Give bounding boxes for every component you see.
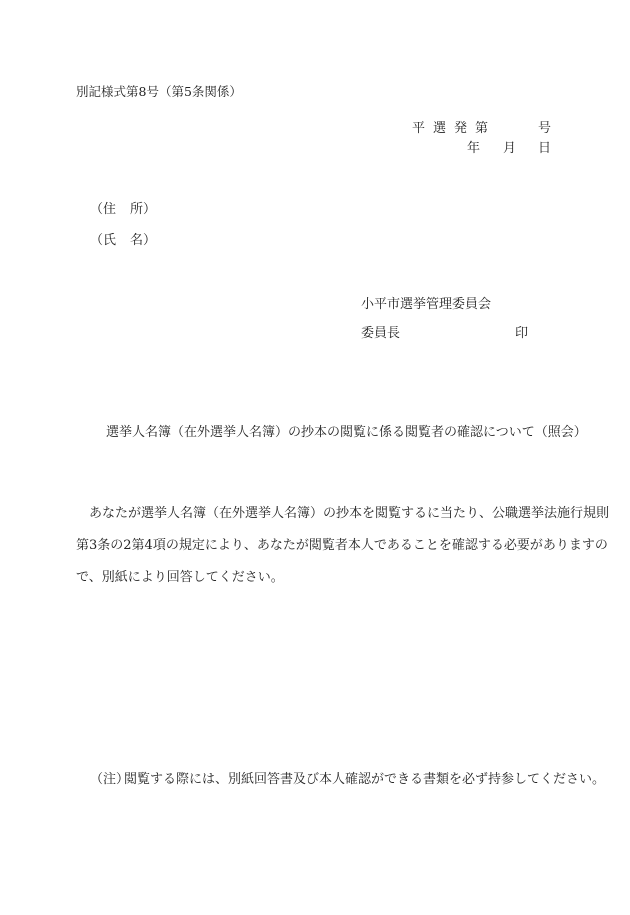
body-paragraph	[76, 498, 610, 594]
note-label: （注）	[90, 772, 130, 787]
body-line: で、別紙により回答してください。	[76, 570, 284, 585]
form-number: 別記様式第8号（第5条関係）	[76, 84, 242, 99]
ref-char: 第	[475, 121, 489, 136]
ref-char: 発	[454, 121, 468, 136]
sender-committee: 小平市選挙管理委員会	[361, 297, 492, 312]
date-char: 年	[467, 141, 481, 156]
ref-char: 号	[538, 121, 552, 136]
date-char: 日	[538, 141, 552, 156]
body-line: あなたが選挙人名簿（在外選挙人名簿）の抄本を閲覧するに当たり、公職選挙法施行規則	[89, 506, 610, 521]
body-line: 第3条の2第4項の規定により、あなたが閲覧者本人であることを確認する必要がありますの	[76, 538, 608, 553]
ref-char: 選	[433, 121, 447, 136]
document-title: 選挙人名簿（在外選挙人名簿）の抄本の閲覧に係る閲覧者の確認について（照会）	[106, 425, 587, 440]
seal-mark: 印	[515, 326, 529, 341]
date-char: 月	[503, 141, 517, 156]
note-text: 閲覧する際には、別紙回答書及び本人確認ができる書類を必ず持参してください。	[124, 772, 606, 787]
ref-char: 平	[412, 121, 426, 136]
sender-chair: 委員長	[361, 326, 401, 341]
